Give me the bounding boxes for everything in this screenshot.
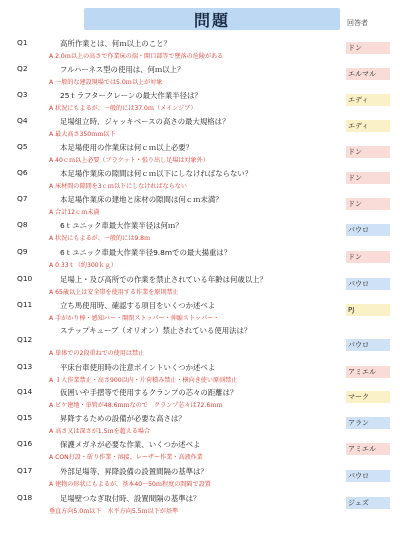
answerer-badge: ジェズ	[346, 497, 390, 509]
question-number: Q16	[17, 439, 33, 448]
question-item	[0, 465, 400, 493]
question-number: Q17	[17, 466, 33, 475]
answerer-badge: ドン	[346, 146, 390, 158]
answerer-badge: アラン	[346, 417, 390, 429]
question-number: Q13	[17, 362, 33, 371]
answerer-badge: ドン	[346, 251, 390, 263]
question-text: 昇降するための設備が必要な高さは？	[60, 414, 186, 423]
answerer-badge: アミエル	[346, 443, 390, 455]
question-text: 本足場作業床の建地と床材の隙間は何ｃｍ未満？	[60, 195, 223, 204]
question-item	[0, 299, 400, 335]
question-text: 立ち馬使用時、確認する項目をいくつか述べよ	[60, 301, 216, 310]
question-text: 6ｔユニック車最大作業半径9.8mでの最大揚重は？	[60, 248, 232, 257]
question-item	[0, 246, 400, 274]
question-item	[0, 115, 400, 143]
answerer-badge: パウロ	[346, 339, 390, 351]
question-text: 平床台車使用時の注意ポイントいくつか述べよ	[60, 363, 216, 372]
answer-text: A 0.33ｔ（約300ｋｇ）	[49, 262, 117, 269]
question-item	[0, 37, 400, 65]
answerer-badge: PJ	[346, 304, 390, 316]
question-text: 仮囲いや手摺等で使用するクランプの芯々の距離は？	[60, 388, 238, 397]
answerer-badge: パウロ	[346, 224, 390, 236]
question-text: 6ｔユニック車最大作業半径は何ｍ？	[60, 221, 183, 230]
question-text: 25ｔラフタークレーンの最大作業半径は？	[60, 91, 202, 100]
title-banner	[84, 8, 340, 30]
question-number: Q8	[17, 220, 28, 229]
answer-text: A 状況にもよるが、一般的には37.0ｍ（メインジブ）	[49, 105, 197, 112]
question-text: 本足場使用の作業床は何ｃｍ以上必要？	[60, 143, 194, 152]
answerer-badge: エディ	[346, 120, 390, 132]
question-number: Q15	[17, 413, 33, 422]
question-number: Q5	[17, 142, 28, 151]
question-number: Q7	[17, 194, 28, 203]
question-number: Q3	[17, 90, 28, 99]
answer-text: A 一般的な建設現場では5.0ｍ以上が対象	[49, 79, 163, 86]
answerer-badge: アミエル	[346, 366, 390, 378]
question-text: 本足場作業床の隙間は何ｃｍ以下にしなければならない？	[60, 169, 253, 178]
question-text: フルハーネス型の使用は、何ｍ以上？	[60, 65, 185, 74]
answerer-badge: パウロ	[346, 278, 390, 290]
answer-text: A 床材間の隙間を3ｃｍ以下にしなければならない	[49, 183, 187, 190]
question-item	[0, 167, 400, 195]
question-item	[0, 386, 400, 414]
question-text-continued: ステップキューブ（オリオン）禁止されている使用法は？	[60, 326, 252, 335]
question-number: Q14	[17, 387, 33, 396]
answer-text: 垂直方向5.0ｍ以下 水平方向5.5ｍ以下が基準	[49, 508, 179, 515]
question-item	[0, 412, 400, 440]
question-number: Q1	[17, 38, 28, 47]
question-item	[0, 361, 400, 389]
answerer-badge: ドン	[346, 198, 390, 210]
question-item	[0, 492, 400, 520]
question-number: Q9	[17, 247, 28, 256]
question-item	[0, 273, 400, 301]
answer-text: A CON打設・斫り作業・溶接、レーザー作業・高液作業	[49, 454, 203, 461]
question-item	[0, 193, 400, 221]
answerer-badge: パウロ	[346, 470, 390, 482]
answer-text: A 65歳以上は安全帯を使用する作業を原則禁止	[49, 289, 179, 296]
question-number: Q2	[17, 64, 28, 73]
question-item	[0, 219, 400, 247]
question-number: Q4	[17, 116, 28, 125]
question-text: 高所作業とは、何ｍ以上のこと？	[60, 39, 171, 48]
answer-text: A １人作業禁止・高さ900以内・片荷積み禁止・横向き使い原則禁止	[49, 377, 238, 384]
answerer-badge: ドン	[346, 172, 390, 184]
answer-text: A 手がかり棒・感知バー・開閉ストッパー・伸縮ストッパー・	[49, 315, 220, 322]
answerer-badge: マーク	[346, 391, 390, 403]
answer-text: A 合計12ｃｍ未満	[49, 209, 100, 216]
question-number: Q12	[17, 335, 33, 344]
answer-text: A 40ｃｍ以上必要（ブラケット・張り出し足場は対象外）	[49, 157, 209, 164]
question-number: Q18	[17, 493, 33, 502]
question-text: 足場壁つなぎ取付時、設置間隔の基準は？	[60, 494, 201, 503]
question-item	[0, 438, 400, 466]
answer-text: A 最大高さ350ｍｍ以下	[49, 131, 116, 138]
answer-text: A 状況にもよるが、一般的には9.8ｍ	[49, 235, 151, 242]
question-item	[0, 63, 400, 91]
answer-text: A 単体での2段重ねでの使用は禁止	[49, 350, 145, 357]
question-number: Q11	[17, 300, 33, 309]
question-text: 保護メガネが必要な作業、いくつか述べよ	[60, 440, 201, 449]
question-text: 外部足場等、昇降設備の設置間隔の基準は？	[60, 467, 208, 476]
answer-text: A 建物の形状にもよるが、基本40～50ｍ程度の間隔で設置	[49, 481, 211, 488]
answer-text: A 高さ又は深さが1.5ｍを超える場合	[49, 428, 151, 435]
question-item	[0, 89, 400, 117]
answerer-badge: ドン	[346, 42, 390, 54]
answerer-header: 回答者	[347, 19, 368, 27]
question-text: 足場組立時、ジャッキベースの高さの最大規格は？	[60, 117, 230, 126]
answerer-badge: エディ	[346, 94, 390, 106]
question-item	[0, 334, 400, 362]
answer-text: A ビケ建地・単管が48.6ｍｍなので クランプ芯々は72.6ｍｍ	[49, 402, 223, 409]
page-title: 問題	[193, 10, 230, 30]
question-number: Q6	[17, 168, 28, 177]
answer-text: A 2.0ｍ以上の高さで作業床の端・開口部等で墜落の危険がある	[49, 53, 224, 60]
question-number: Q10	[17, 274, 33, 283]
answerer-badge: エルマル	[346, 68, 390, 80]
question-text: 足場上・及び高所での作業を禁止されている年齢は何歳以上？	[60, 275, 267, 284]
question-item	[0, 141, 400, 169]
